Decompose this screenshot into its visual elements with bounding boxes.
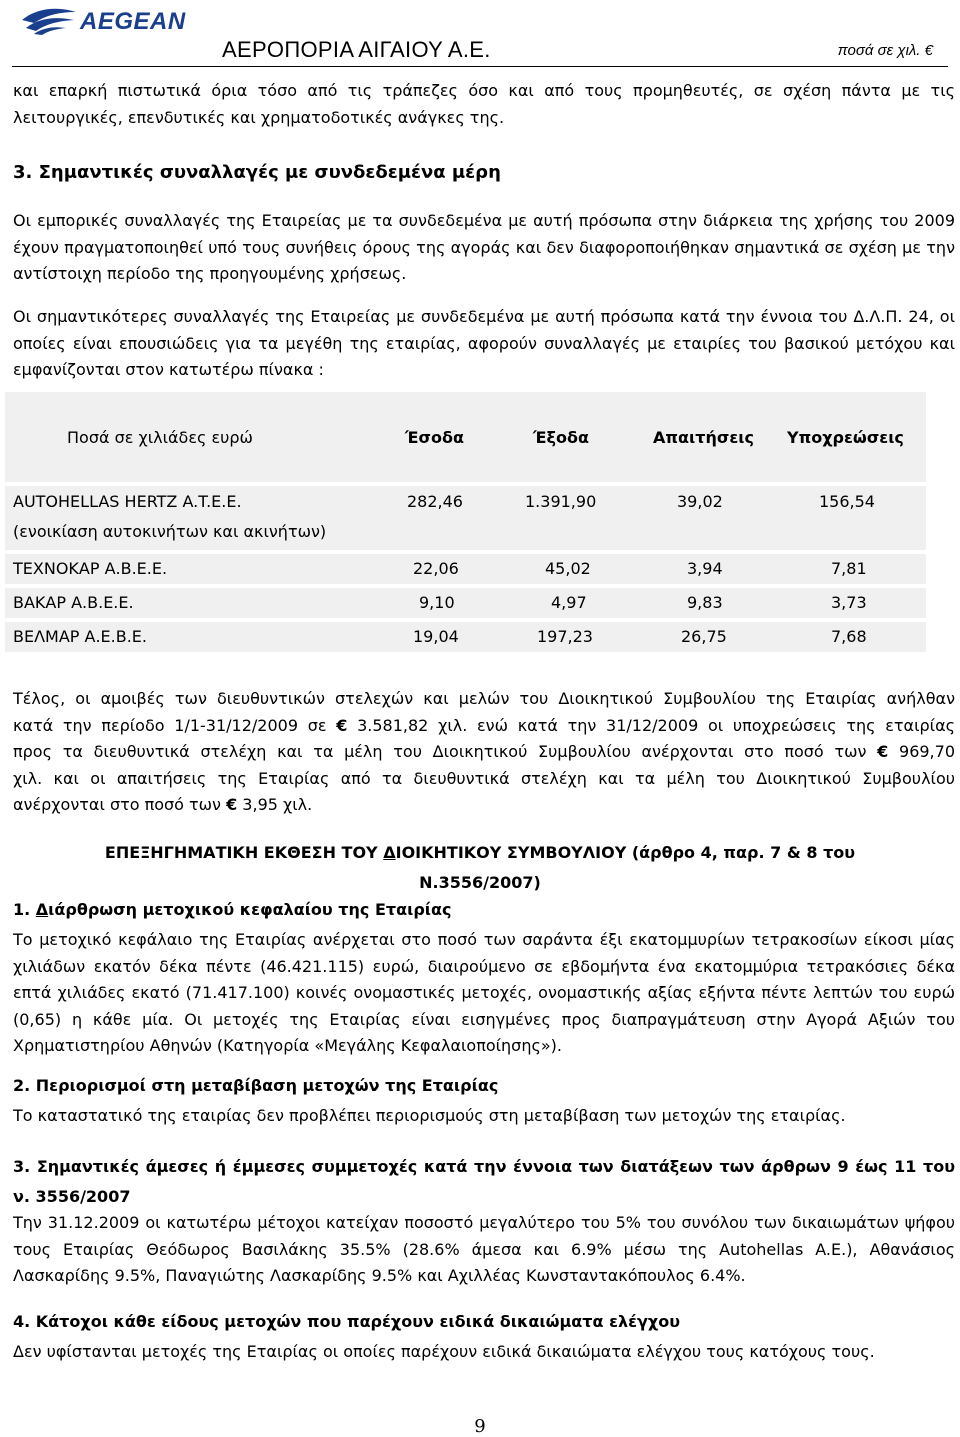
aegean-logo: [20, 6, 186, 36]
aegean-bird-icon: [20, 6, 78, 36]
special-rights-paragraph: Δεν υφίστανται μετοχές της Εταιρίας οι οποίες παρέχουν ειδικά δικαιώματα ελέγχου τους κατόχους τους.: [13, 1342, 875, 1361]
row-name: ΤΕΧΝΟΚΑΡ Α.Β.Ε.Ε.: [13, 559, 168, 578]
table-row: [5, 588, 926, 618]
cell-receivables: 3,94: [687, 559, 723, 578]
remuneration-line: Τέλος, οι αμοιβές των διευθυντικών στελεχών και μελών του Διοικητικού Συμβουλίου της Εταιρίας ανήλθαν: [13, 689, 955, 708]
cell-income: 9,10: [419, 593, 455, 612]
related-parties-paragraph: Οι εμπορικές συναλλαγές της Εταιρείας με τα συνδεδεμένα με αυτή πρόσωπα στην διάρκεια της χρήσης του 2009 έχουν πραγματοποιηθεί υπό τους συνήθεις όρους της αγοράς και δεν διαφοροποιήθηκαν σημαντικά σε σχέση με την αντίστοιχη περίοδο της προηγουμένης χρήσεως.: [13, 211, 955, 283]
section-heading: 3. Σημαντικές συναλλαγές με συνδεδεμένα μέρη: [13, 162, 501, 183]
cell-payables: 7,81: [831, 559, 867, 578]
euro-sign: €: [226, 795, 238, 814]
report-section-heading: 4. Κάτοχοι κάθε είδους μετοχών που παρέχουν ειδικά δικαιώματα ελέγχου: [13, 1312, 681, 1331]
cell-payables: 7,68: [831, 627, 867, 646]
table-row: [5, 486, 926, 550]
report-section-heading: 2. Περιορισμοί στη μεταβίβαση μετοχών της Εταιρίας: [13, 1076, 499, 1095]
row-name: ΒΑΚΑΡ Α.Β.Ε.Ε.: [13, 593, 134, 612]
euro-sign: €: [877, 742, 889, 761]
intro-paragraph: και επαρκή πιστωτικά όρια τόσο από τις τράπεζες όσο και από τους προμηθευτές, σε σχέση πάντα με τις λειτουργικές, επενδυτικές και χρηματοδοτικές ανάγκες της.: [13, 81, 955, 127]
cell-income: 282,46: [407, 492, 463, 511]
report-section-heading: 3. Σημαντικές άμεσες ή έμμεσες συμμετοχές κατά την έννοια των διατάξεων των άρθρων 9 έως 11 του ν. 3556/2007: [13, 1157, 955, 1206]
cell-expenses: 197,23: [537, 627, 593, 646]
header-rule: [12, 66, 948, 67]
remuneration-line: κατά την περίοδο 1/1-31/12/2009 σε € 3.581,82 χιλ. ενώ κατά την 31/12/2009 οι υποχρεώσεις της εταιρίας: [13, 715, 956, 735]
row-name: AUTOHELLAS HERTZ A.T.E.E.: [13, 492, 242, 511]
page-number: 9: [474, 1416, 486, 1437]
remuneration-line: χιλ. και οι απαιτήσεις της Εταιρίας από τα διευθυντικά στελέχη και τα μέλη του Διοικητικού Συμβουλίου: [13, 768, 955, 788]
cell-payables: 156,54: [819, 492, 875, 511]
cell-income: 22,06: [413, 559, 459, 578]
share-capital-paragraph: Το μετοχικό κεφάλαιο της Εταιρίας ανέρχεται στο ποσό των σαράντα έξι εκατομμυρίων τετρακοσίων είκοσι μίας χιλιάδων εκατόν δέκα πέντε (46.421.115) ευρώ, διαιρούμενο σε εβδομήντα ένα εκατομμύρια τετρακόσιες δέκα επτά χιλιάδες εκατό (71.417.100) κοινές ονομαστικές μετοχές, ονομαστικής αξίας εξήντα πέντε λεπτών του ευρώ (0,65) η κάθε μία. Οι μετοχές της Εταιρίας είναι εισηγμένες προς διαπραγμάτευση στην Αγορά Αξιών του Χρηματιστηρίου Αθηνών (Κατηγορία «Μεγάλης Κεφαλαιοποίησης»).: [13, 930, 955, 1055]
table-header-receivables: Απαιτήσεις: [653, 428, 754, 447]
cell-expenses: 1.391,90: [525, 492, 597, 511]
amounts-note: ποσά σε χιλ. €: [837, 42, 933, 59]
table-header-payables: Υποχρεώσεις: [787, 428, 904, 447]
row-subtitle: (ενοικίαση αυτοκινήτων και ακινήτων): [13, 522, 327, 541]
cell-expenses: 45,02: [545, 559, 591, 578]
table-header: [5, 392, 926, 482]
remuneration-paragraph: [13, 686, 955, 819]
table-header-income: Έσοδα: [405, 428, 464, 447]
logo-wordmark: AEGEAN: [80, 8, 186, 35]
cell-receivables: 26,75: [681, 627, 727, 646]
report-section-heading: 1. Διάρθρωση μετοχικού κεφαλαίου της Εταιρίας: [13, 900, 452, 919]
transfer-restrictions-paragraph: Το καταστατικό της εταιρίας δεν προβλέπει περιορισμούς στη μεταβίβαση των μετοχών της εταιρίας.: [13, 1106, 846, 1125]
cell-receivables: 9,83: [687, 593, 723, 612]
row-name: ΒΕΛΜΑΡ Α.Ε.Β.Ε.: [13, 627, 147, 646]
report-title: ΕΠΕΞΗΓΗΜΑΤΙΚΗ ΕΚΘΕΣΗ ΤΟΥ ΔΙΟΙΚΗΤΙΚΟΥ ΣΥΜΒΟΥΛΙΟΥ (άρθρο 4, παρ. 7 & 8 του Ν.3556/2007): [104, 843, 856, 892]
company-name: ΑΕΡΟΠΟΡΙΑ ΑΙΓΑΙΟΥ Α.Ε.: [222, 37, 491, 62]
remuneration-line: ανέρχονται στο ποσό των € 3,95 χιλ.: [13, 795, 313, 814]
shareholdings-paragraph: Την 31.12.2009 οι κατωτέρω μέτοχοι κατείχαν ποσοστό μεγαλύτερο του 5% του συνόλου των δικαιωμάτων ψήφου τους Εταιρίας Θεόδωρος Βασιλάκης 35.5% (28.6% άμεσα και 6.9% μέσω της Autohellas A.E.), Αθανάσιος Λασκαρίδης 9.5%, Παναγιώτης Λασκαρίδης 9.5% και Αχιλλέας Κωνσταντακόπουλος 6.4%.: [13, 1213, 955, 1285]
euro-sign: €: [336, 715, 348, 735]
table-header-label: Ποσά σε χιλιάδες ευρώ: [67, 428, 253, 447]
related-parties-paragraph-2: Οι σημαντικότερες συναλλαγές της Εταιρείας με συνδεδεμένα με αυτή πρόσωπα κατά την έννοια του Δ.Λ.Π. 24, οι οποίες είναι επουσιώδεις για τα μεγέθη της εταιρίας, αφορούν συναλλαγές με εταιρίες του βασικού μετόχου και εμφανίζονται στον κατωτέρω πίνακα :: [13, 307, 955, 379]
cell-income: 19,04: [413, 627, 459, 646]
table-row: [5, 622, 926, 652]
table-header-expenses: Έξοδα: [533, 428, 589, 447]
table-row: [5, 554, 926, 584]
cell-payables: 3,73: [831, 593, 867, 612]
cell-expenses: 4,97: [551, 593, 587, 612]
cell-receivables: 39,02: [677, 492, 723, 511]
remuneration-line: προς τα διευθυντικά στελέχη και τα μέλη του Διοικητικού Συμβουλίου ανέρχονται στο ποσό των € 969,70: [13, 742, 956, 761]
